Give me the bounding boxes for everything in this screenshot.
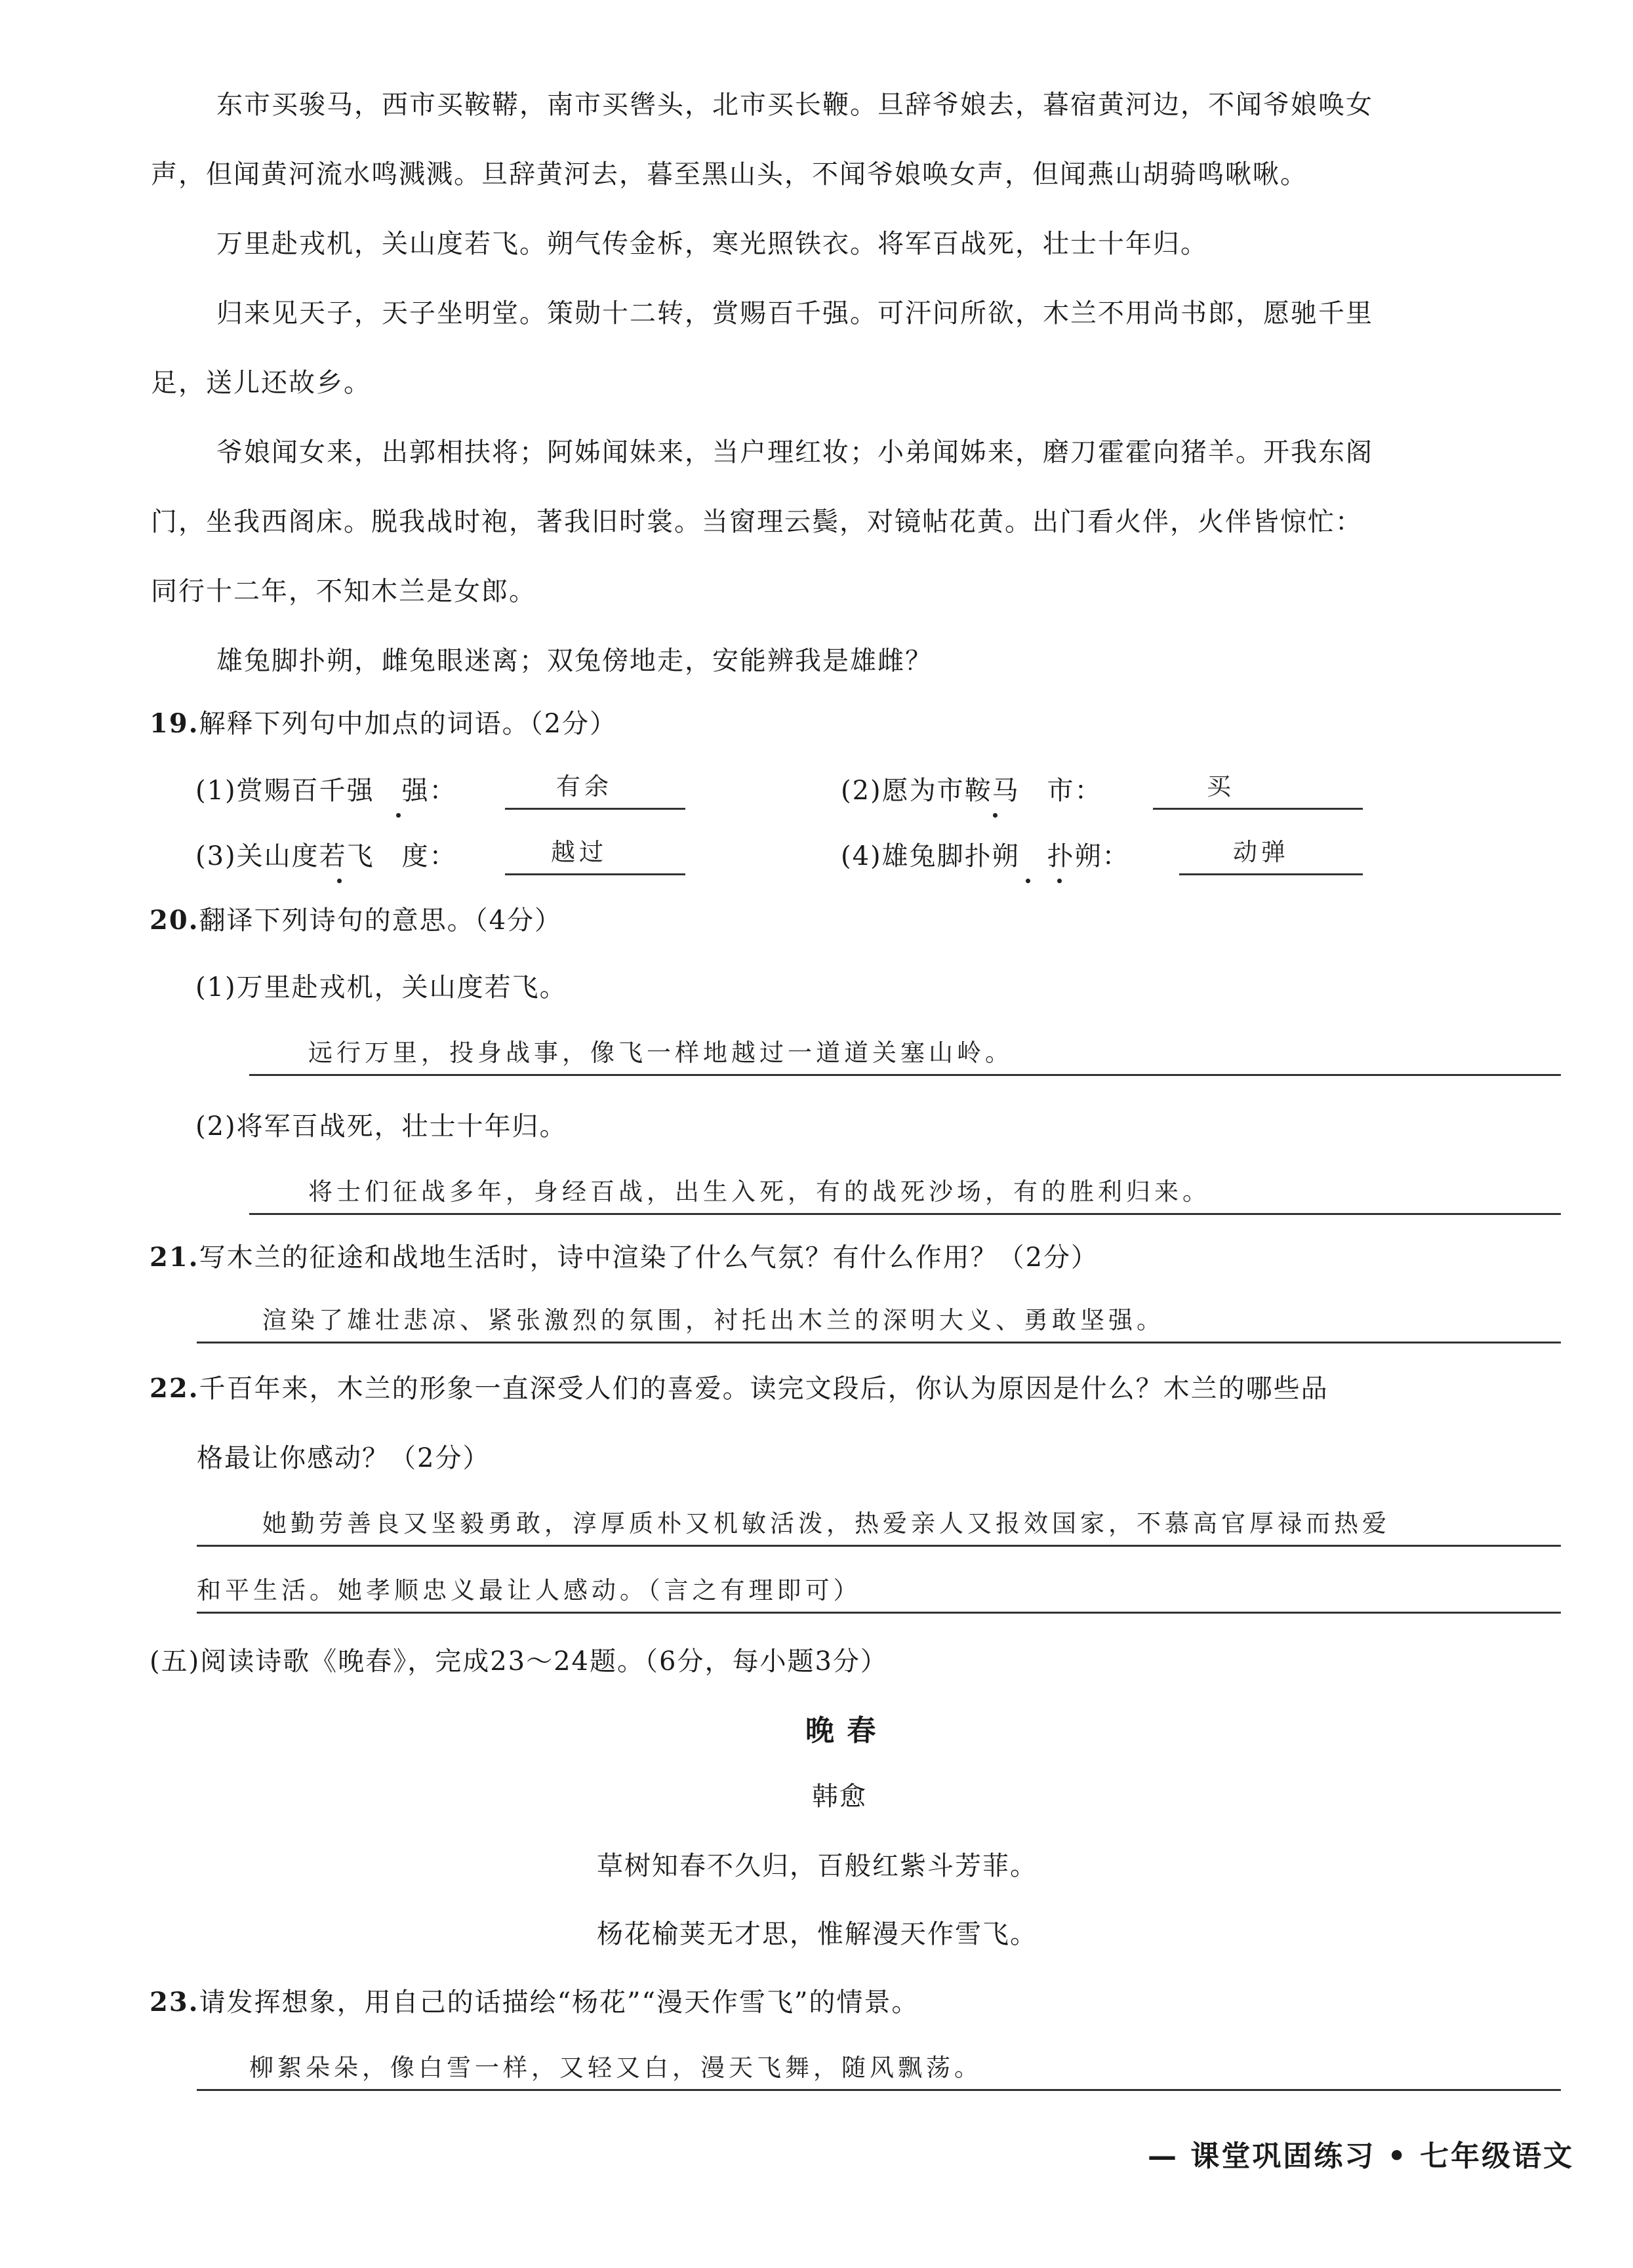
answer-blank	[1153, 808, 1363, 810]
question-stem: 千百年来，木兰的形象一直深受人们的喜爱。读完文段后，你认为原因是什么？木兰的哪些品	[199, 1374, 1329, 1404]
q20-sub-2: (2)将军百战死，壮士十年归。	[195, 1111, 567, 1142]
question-22-cont: 格最让你感动？（2分）	[197, 1443, 491, 1473]
emphasis-dot	[1026, 879, 1030, 883]
poem-author: 韩愈	[812, 1781, 867, 1812]
answer-blank	[505, 873, 685, 875]
q19-item-2	[841, 772, 1102, 809]
question-19	[150, 706, 617, 742]
answer-line	[249, 1074, 1561, 1076]
passage-line: 爷娘闻女来，出郭相扶将；阿姊闻妹来，当户理红妆；小弟闻姊来，磨刀霍霍向猪羊。开我东阁	[216, 437, 1373, 468]
page-footer: — 课堂巩固练习 • 七年级语文	[1148, 2139, 1575, 2173]
question-stem: 翻译下列诗句的意思。（4分）	[199, 905, 563, 936]
answer-blank	[505, 808, 685, 810]
question-number: 23.	[150, 1987, 199, 2018]
q19-prompt: (1)赏赐百千强 强：	[195, 776, 457, 806]
section-heading: (五)阅读诗歌《晚春》，完成23～24题。（6分，每小题3分）	[150, 1646, 888, 1677]
question-20	[150, 902, 562, 939]
q20-answer-1: 远行万里，投身战事，像飞一样地越过一道道关塞山岭。	[308, 1039, 1013, 1067]
question-stem: 请发挥想象，用自己的话描绘“杨花”“漫天作雪飞”的情景。	[199, 1987, 919, 2018]
question-stem: 写木兰的征途和战地生活时，诗中渲染了什么气氛？有什么作用？（2分）	[199, 1243, 1099, 1273]
answer-blank	[1179, 873, 1363, 875]
question-number: 22.	[150, 1373, 199, 1404]
question-22	[150, 1370, 1329, 1407]
question-21	[150, 1239, 1099, 1276]
q21-answer: 渲染了雄壮悲凉、紧张激烈的氛围，衬托出木兰的深明大义、勇敢坚强。	[262, 1306, 1165, 1334]
passage-line: 同行十二年，不知木兰是女郎。	[151, 576, 536, 607]
q19-answer-3: 越过	[551, 838, 607, 866]
q19-answer-1: 有余	[556, 772, 613, 801]
emphasis-dot	[396, 813, 401, 818]
answer-line	[197, 1545, 1561, 1547]
answer-line	[197, 1612, 1561, 1614]
passage-line: 门，坐我西阁床。脱我战时袍，著我旧时裳。当窗理云鬓，对镜帖花黄。出门看火伴，火伴皆惊忙：	[151, 507, 1363, 537]
q19-item-4	[841, 838, 1130, 875]
q19-prompt: (3)关山度若飞 度：	[195, 841, 457, 871]
passage-line: 万里赴戎机，关山度若飞。朔气传金柝，寒光照铁衣。将军百战死，壮士十年归。	[216, 229, 1208, 259]
q19-prompt: (2)愿为市鞍马 市：	[841, 776, 1102, 806]
answer-line	[197, 2089, 1561, 2091]
poem-title: 晚 春	[805, 1714, 877, 1747]
passage-line: 东市买骏马，西市买鞍鞯，南市买辔头，北市买长鞭。旦辞爷娘去，暮宿黄河边，不闻爷娘唤女	[216, 90, 1373, 120]
q23-answer: 柳絮朵朵，像白雪一样，又轻又白，漫天飞舞，随风飘荡。	[249, 2054, 982, 2082]
q19-item-3	[195, 838, 457, 875]
question-number: 20.	[150, 905, 199, 936]
question-stem: 解释下列句中加点的词语。（2分）	[199, 709, 618, 739]
question-number: 19.	[150, 708, 199, 739]
q20-answer-2: 将士们征战多年，身经百战，出生入死，有的战死沙场，有的胜利归来。	[308, 1178, 1211, 1206]
q19-answer-4: 动弹	[1233, 838, 1289, 866]
passage-line: 雄兔脚扑朔，雌兔眼迷离；双兔傍地走，安能辨我是雄雌？	[216, 646, 933, 676]
passage-line: 足，送儿还故乡。	[151, 368, 371, 398]
answer-line	[249, 1213, 1561, 1215]
q20-sub-1: (1)万里赴戎机，关山度若飞。	[195, 972, 567, 1003]
q19-answer-2: 买	[1207, 772, 1235, 801]
q22-answer-2: 和平生活。她孝顺忠义最让人感动。（言之有理即可）	[197, 1576, 862, 1604]
emphasis-dot	[1057, 879, 1062, 883]
q22-answer-1: 她勤劳善良又坚毅勇敢，淳厚质朴又机敏活泼，热爱亲人又报效国家，不慕高官厚禄而热爱	[262, 1509, 1390, 1538]
question-23	[150, 1984, 919, 2021]
emphasis-dot	[993, 813, 998, 818]
passage-line: 声，但闻黄河流水鸣溅溅。旦辞黄河去，暮至黑山头，不闻爷娘唤女声，但闻燕山胡骑鸣啾啾。	[151, 159, 1308, 189]
question-number: 21.	[150, 1242, 199, 1273]
emphasis-dot	[337, 879, 342, 883]
q19-prompt: (4)雄兔脚扑朔 扑朔：	[841, 841, 1130, 871]
poem-line: 杨花榆荚无才思，惟解漫天作雪飞。	[597, 1919, 1038, 1949]
passage-line: 归来见天子，天子坐明堂。策勋十二转，赏赐百千强。可汗问所欲，木兰不用尚书郎，愿驰千里	[216, 298, 1373, 328]
q19-item-1	[195, 772, 457, 809]
poem-line: 草树知春不久归，百般红紫斗芳菲。	[597, 1851, 1038, 1881]
answer-line	[197, 1342, 1561, 1343]
